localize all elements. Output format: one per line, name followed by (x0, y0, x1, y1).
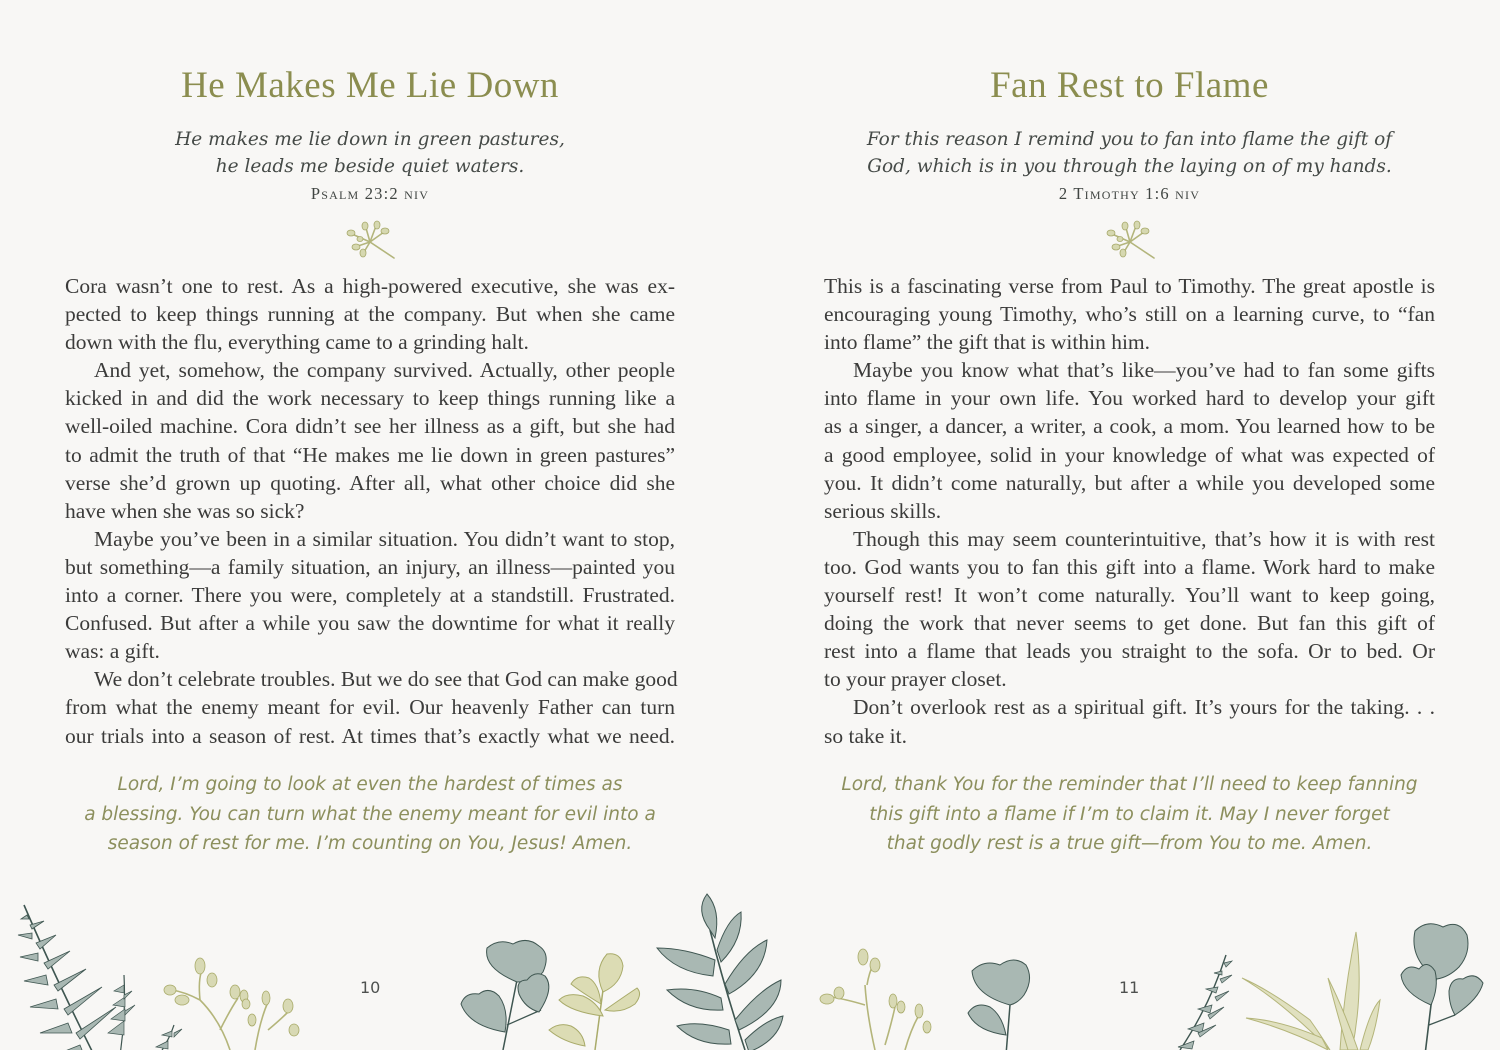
scripture-reference: 2 Timothy 1:6 niv (1058, 184, 1201, 203)
body-line: so take it. (824, 723, 907, 748)
verse-line: God, which is in you through the laying on of my hands. (867, 156, 1392, 177)
scripture-verse (65, 126, 675, 180)
scripture-verse (824, 126, 1435, 180)
verse-line: He makes me lie down in green pastures, (175, 129, 565, 150)
body-line: This is a fascinating verse from Paul to Timothy. The great apostle is (824, 274, 1435, 298)
body-line: was: a gift. (65, 639, 160, 664)
closing-prayer (65, 770, 675, 859)
body-line: serious skills. (824, 498, 942, 523)
page-title: Fan Rest to Flame (990, 65, 1269, 106)
verse-line: For this reason I remind you to fan into flame the gift of (866, 129, 1393, 150)
body-line: our trials into a season of rest. At times that’s exactly what we need. (65, 723, 675, 748)
prayer-line: that godly rest is a true gift—from You to me. Amen. (886, 833, 1373, 854)
body-line: And yet, somehow, the company survived. Actually, other people (94, 358, 675, 383)
ginkgo-leaf-icon (549, 954, 640, 1050)
prayer-line: Lord, thank You for the reminder that I’ll need to keep fanning (841, 774, 1418, 795)
body-line: as a singer, a dancer, a writer, a cook, a mom. You learned how to be (824, 414, 1435, 439)
body-line: from what the enemy meant for evil. Our heavenly Father can turn (65, 695, 675, 720)
body-line: We don’t celebrate troubles. But we do see that God can make good (94, 667, 678, 692)
scripture-reference: Psalm 23:2 niv (310, 184, 430, 203)
ginkgo-leaf-icon (1401, 924, 1483, 1050)
body-line: into flame in your own life. You worked hard to develop your gift (824, 386, 1435, 411)
body-line: yourself rest! It won’t come naturally. You’ll want to keep going, (824, 583, 1435, 608)
ginkgo-leaf-icon (968, 960, 1030, 1050)
body-line: encouraging young Timothy, who’s still on a learning curve, to “fan (824, 302, 1435, 327)
grass-blades-icon (1242, 932, 1380, 1050)
body-line: into a corner. There you were, completely at a standstill. Frustrated. (65, 583, 675, 608)
berry-sprig-icon (164, 958, 299, 1050)
page-number: 11 (1119, 978, 1140, 997)
body-line: into flame” the gift that is within him. (824, 330, 1151, 355)
berry-sprig-icon (820, 949, 931, 1050)
botanical-border (0, 880, 1500, 1050)
prayer-line: season of rest for me. I’m counting on You, Jesus! Amen. (107, 833, 633, 854)
body-line: pected to keep things running at the company. But when she came (65, 302, 675, 327)
body-line: Maybe you’ve been in a similar situation. You didn’t want to stop, (94, 526, 675, 551)
body-line: Confused. But after a while you saw the downtime for what it really (65, 611, 675, 636)
fern-icon (18, 905, 182, 1050)
body-line: well-oiled machine. Cora didn’t see her illness as a gift, but she had (65, 414, 675, 439)
sprig-ornament-icon (1102, 220, 1158, 262)
body-line: down with the flu, everything came to a grinding halt. (65, 330, 529, 355)
body-line: Cora wasn’t one to rest. As a high-powered executive, she was ex- (65, 274, 675, 298)
laurel-branch-icon (657, 894, 783, 1050)
body-line: you. It didn’t come naturally, but after a while you developed some (824, 470, 1435, 495)
devotional-body (65, 272, 678, 750)
body-line: have when she was so sick? (65, 498, 305, 523)
body-line: to admit the truth of that “He makes me lie down in green pastures” (65, 442, 675, 467)
verse-line: he leads me beside quiet waters. (215, 156, 525, 177)
body-line: rest into a flame that leads you straight to the sofa. Or to bed. Or (824, 639, 1435, 664)
prayer-line: a blessing. You can turn what the enemy meant for evil into a (84, 803, 656, 825)
sprig-ornament-icon (342, 220, 398, 262)
body-line: too. God wants you to fan this gift into a flame. Work hard to make (824, 554, 1435, 579)
body-line: verse she’d grown up quoting. After all, what other choice did she (65, 470, 675, 495)
body-line: Though this may seem counterintuitive, that’s how it is with rest (853, 526, 1435, 551)
body-line: but something—a family situation, an injury, an illness—painted you (65, 554, 675, 579)
body-line: doing the work that never seems to get done. But fan this gift of (824, 611, 1435, 636)
page-number: 10 (360, 978, 381, 997)
fern-icon (1178, 955, 1232, 1050)
prayer-line: Lord, I’m going to look at even the hardest of times as (117, 774, 623, 795)
page-title: He Makes Me Lie Down (181, 65, 559, 106)
closing-prayer (824, 770, 1435, 859)
body-line: a good employee, solid in your knowledge of what was expected of (824, 442, 1435, 467)
body-line: to your prayer closet. (824, 667, 1007, 692)
body-line: kicked in and did the work necessary to keep things running like a (65, 386, 675, 411)
devotional-body (824, 272, 1435, 750)
body-line: Maybe you know what that’s like—you’ve had to fan some gifts (853, 358, 1435, 383)
ginkgo-leaf-icon (461, 940, 549, 1050)
body-line: Don’t overlook rest as a spiritual gift. It’s yours for the taking. . . (853, 695, 1435, 720)
prayer-line: this gift into a flame if I’m to claim it. May I never forget (869, 803, 1390, 825)
